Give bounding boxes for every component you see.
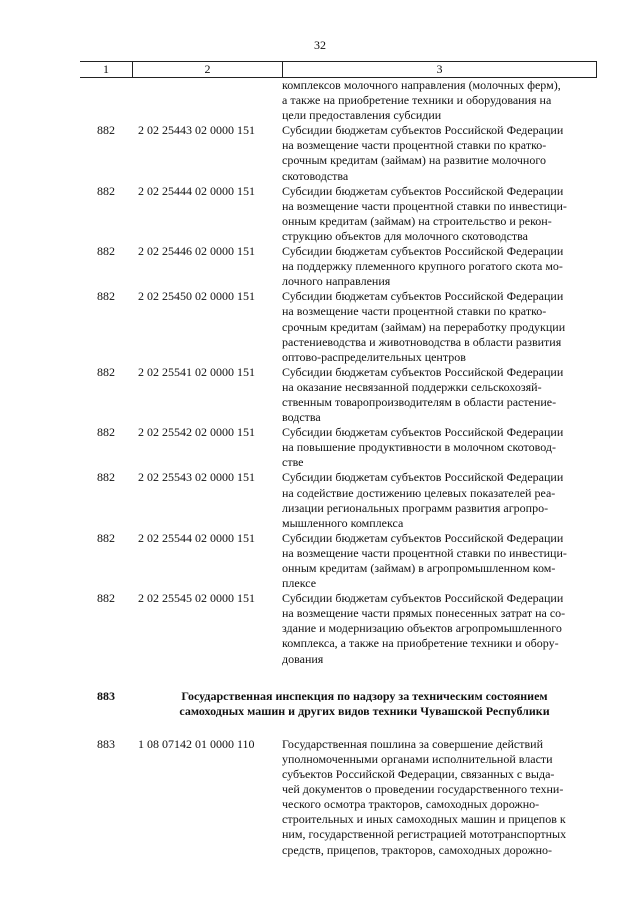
description: Субсидии бюджетам субъектов Российской Федерации на возмещение части процентной ставки по кратко- срочным кредитам (займам) на развитие молочного скотоводства: [282, 123, 564, 183]
admin-code: 882: [97, 244, 115, 259]
description: Субсидии бюджетам субъектов Российской Федерации на возмещение части прямых понесенных затрат на со- здание и модернизацию объектов агропромышленного комплекса, а также на приобретение техники и обору- дования: [282, 591, 566, 666]
table-row: [80, 289, 597, 364]
admin-code: 882: [97, 123, 115, 138]
budget-code: 2 02 25544 02 0000 151: [138, 530, 255, 545]
budget-code: 2 02 25450 02 0000 151: [138, 289, 255, 304]
table-header: [80, 61, 597, 78]
admin-code: 882: [97, 364, 115, 379]
admin-code: 882: [97, 530, 115, 545]
admin-code: 882: [97, 470, 115, 485]
table-row: [80, 425, 597, 470]
table-row: [80, 737, 597, 858]
table-row: [80, 365, 597, 425]
section-heading: [80, 689, 597, 719]
rows-container: [80, 123, 597, 666]
table-row: [80, 531, 597, 591]
table-row: [80, 244, 597, 289]
section-admin-code: 883: [97, 688, 115, 703]
admin-code: 882: [97, 591, 115, 606]
table-row: [80, 470, 597, 530]
budget-code: 1 08 07142 01 0000 110: [138, 736, 255, 751]
header-col-2: 2: [132, 62, 282, 77]
continuation-text: комплексов молочного направления (молочных ферм), а также на приобретение техники и оборудования на цели предоставления субсидии: [282, 78, 561, 123]
description: Субсидии бюджетам субъектов Российской Федерации на оказание несвязанной поддержки сельскохозяй- ственным товаропроизводителям в области растение- водства: [282, 364, 564, 425]
section-title: Государственная инспекция по надзору за техническим состоянием самоходных машин и других видов техники Чувашской Республики: [179, 688, 550, 718]
admin-code: 882: [97, 425, 115, 440]
page-number: 32: [314, 38, 326, 52]
budget-code: 2 02 25444 02 0000 151: [138, 183, 255, 198]
description: Субсидии бюджетам субъектов Российской Федерации на возмещение части процентной ставки по инвестици- онным кредитам (займам) на строительство и рекон- струкцию объектов для молочного скотоводства: [282, 183, 567, 243]
header-col-1: 1: [103, 62, 109, 76]
budget-code: 2 02 25443 02 0000 151: [138, 123, 255, 138]
description: Субсидии бюджетам субъектов Российской Федерации на повышение продуктивности в молочном скотовод- стве: [282, 425, 564, 470]
table-row: [80, 123, 597, 183]
budget-code: 2 02 25542 02 0000 151: [138, 425, 255, 440]
continuation-row: [80, 78, 597, 123]
budget-code: 2 02 25541 02 0000 151: [138, 364, 255, 379]
budget-code: 2 02 25545 02 0000 151: [138, 591, 255, 606]
description: Государственная пошлина за совершение действий уполномоченными органами исполнительной власти субъектов Российской Федерации, связанных с выда- чей документов о проведении государственного техни- ческого осмотра тракторов, самоходных дорожно- строительных и иных самоходных машин и прицепов к ним, государственной регистрацией мототранспортных средств, прицепов, тракторов, самоходных дорожно-: [282, 736, 567, 857]
budget-code: 2 02 25446 02 0000 151: [138, 244, 255, 259]
description: Субсидии бюджетам субъектов Российской Федерации на возмещение части процентной ставки по инвестици- онным кредитам (займам) в агропромышленном ком- плексе: [282, 530, 567, 591]
table-body: [80, 78, 597, 858]
description: Субсидии бюджетам субъектов Российской Федерации на возмещение части процентной ставки по кратко- срочным кредитам (займам) на переработку продукции растениеводства и животноводства в области развития оптово-распределительных центров: [282, 289, 566, 364]
admin-code: 882: [97, 289, 115, 304]
admin-code: 883: [97, 736, 115, 751]
admin-code: 882: [97, 183, 115, 198]
description: Субсидии бюджетам субъектов Российской Федерации на содействие достижению целевых показателей реа- лизации региональных программ развития агропро- мышленного комплекса: [282, 470, 564, 530]
table-row: [80, 184, 597, 244]
budget-code: 2 02 25543 02 0000 151: [138, 470, 255, 485]
table-row: [80, 591, 597, 666]
header-col-3: 3: [282, 62, 597, 77]
description: Субсидии бюджетам субъектов Российской Федерации на поддержку племенного крупного рогатого скота мо- лочного направления: [282, 244, 564, 289]
